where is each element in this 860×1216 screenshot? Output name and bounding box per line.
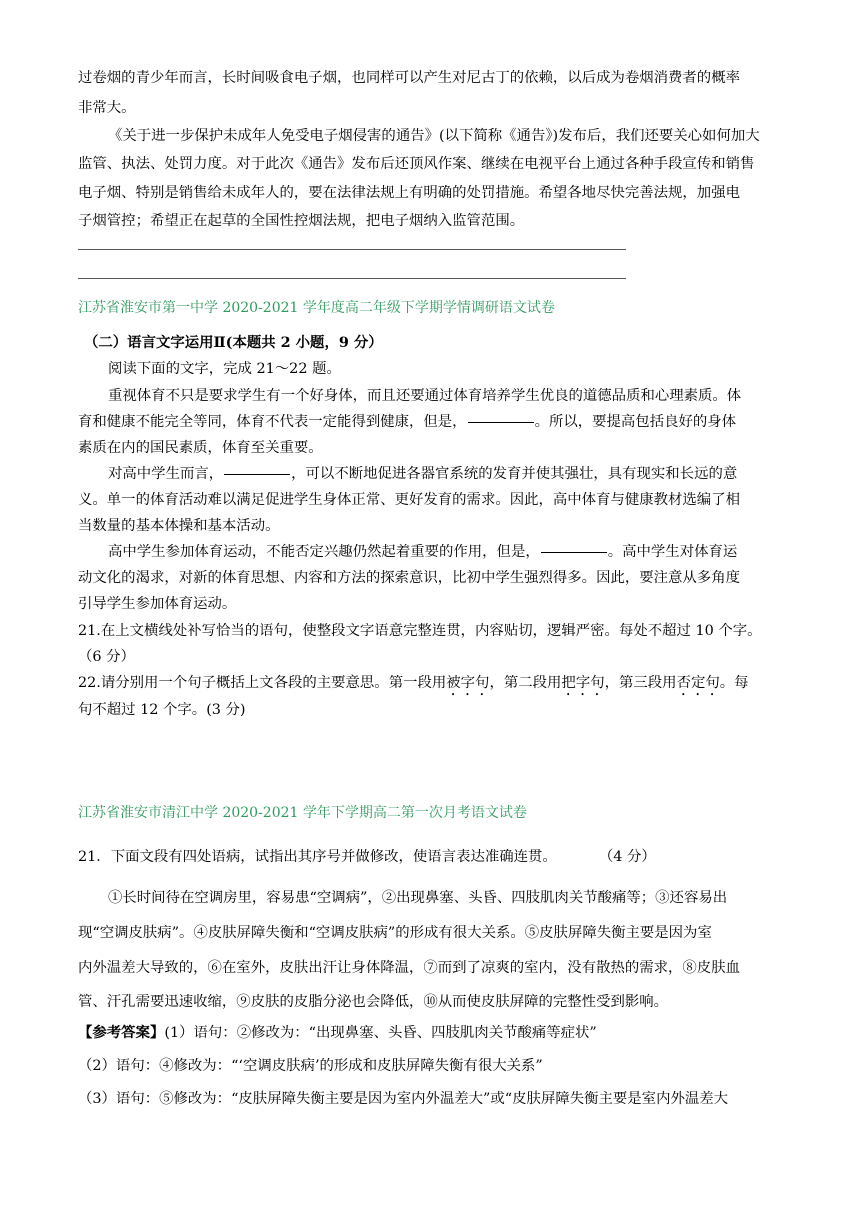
text-line: 素质在内的国民素质，体育至关重要。	[78, 440, 323, 456]
text-line: 子烟管控；希望正在起草的全国性控烟法规，把电子烟纳入监管范围。	[78, 213, 525, 229]
question-21-score: （6 分）	[78, 649, 135, 665]
text-line: 动文化的渴求，对新的体育思想、内容和方法的探索意识，比初中学生强烈得多。因此，要注意从多角度	[78, 570, 740, 586]
text-segment: ，可以不断地促进各器官系统的发育并使其强壮，具有现实和长远的意	[291, 466, 738, 482]
text-line: 当数量的基本体操和基本活动。	[78, 518, 280, 534]
text-line: 非常大。	[78, 100, 136, 116]
answer-line	[78, 249, 626, 250]
text-segment: ，第三段用	[604, 675, 677, 691]
answer-line	[78, 278, 626, 279]
question-text: 21．下面文段有四处语病，试指出其序号并做修改，使语言表达准确连贯。	[78, 849, 557, 865]
text-line: 重视体育不只是要求学生有一个好身体，而且还要通过体育培养学生优良的道德品质和心理素质。体	[108, 388, 742, 404]
text-segment: ，第二段用	[489, 675, 562, 691]
instruction: 阅读下面的文字，完成 21～22 题。	[108, 361, 341, 377]
text-line: 内外温差大导致的，⑥在室外，皮肤出汗让身体降温，⑦而到了凉爽的室内，没有散热的需求，⑧皮肤血	[78, 960, 740, 976]
text-line: 现“空调皮肤病”。④皮肤屏障失衡和“空调皮肤病”的形成有很大关系。⑤皮肤屏障失衡主要是因为室	[78, 925, 712, 941]
text-segment: 高中学生参加体育运动，不能否定兴趣仍然起着重要的作用，但是，	[108, 544, 540, 560]
text-segment: 对高中学生而言，	[108, 466, 224, 482]
text-line: 义。单一的体育活动难以满足促进学生身体正常、更好发育的需求。因此，高中体育与健康教材选编了相	[78, 492, 740, 508]
answer-text: (1）语句：②修改为：“出现鼻塞、头昏、四肢肌肉关节酸痛等症状”	[164, 1025, 597, 1041]
question-score: （4 分）	[598, 849, 656, 865]
fill-blank	[468, 421, 534, 423]
source-title: 江苏省淮安市第一中学 2020-2021 学年度高二年级下学期学情调研语文试卷	[78, 300, 555, 316]
fill-blank	[541, 551, 607, 553]
emphasis-negative-sentence: 否定句	[676, 675, 720, 691]
text-segment: 育和健康不能完全等同，体育不代表一定能得到健康，但是，	[78, 414, 467, 430]
question-21	[0, 845, 860, 869]
text-segment: 。每	[719, 675, 749, 691]
text-line: ①长时间待在空调房里，容易患“空调病”，②出现鼻塞、头昏、四肢肌肉关节酸痛等；③还容易出	[108, 890, 728, 906]
source-title: 江苏省淮安市清江中学 2020-2021 学年下学期高二第一次月考语文试卷	[78, 805, 527, 821]
text-line: 监管、执法、处罚力度。对于此次《通告》发布后还顶风作案、继续在电视平台上通过各种手段宣传和销售	[78, 156, 755, 172]
text-line	[0, 540, 860, 564]
text-segment: 。高中学生对体育运	[607, 544, 738, 560]
fill-blank	[224, 473, 290, 475]
emphasis-ba-sentence: 把字句	[561, 675, 605, 691]
question-22-cont: 句不超过 12 个字。(3 分)	[78, 702, 246, 718]
answer-line: （2）语句：④修改为：“‘空调皮肤病’的形成和皮肤屏障失衡有很大关系”	[78, 1058, 543, 1074]
text-line	[0, 462, 860, 486]
question-22	[0, 671, 860, 699]
text-line: 管、汗孔需要迅速收缩，⑨皮肤的皮脂分泌也会降低，⑩从而使皮肤屏障的完整性受到影响。	[78, 994, 669, 1010]
text-line: 电子烟、特别是销售给未成年人的，要在法律法规上有明确的处罚措施。希望各地尽快完善法规，加强电	[78, 185, 740, 201]
answer-line	[0, 1021, 860, 1045]
text-line: 过卷烟的青少年而言，长时间吸食电子烟，也同样可以产生对尼古丁的依赖，以后成为卷烟消费者的概率	[78, 70, 740, 86]
text-line: 《关于进一步保护未成年人免受电子烟侵害的通告》(以下简称《通告》)发布后，我们还要关心如何加大	[108, 128, 760, 144]
text-line	[0, 410, 860, 434]
answer-label: 【参考答案】	[78, 1024, 165, 1041]
question-21: 21.在上文横线处补写恰当的语句，使整段文字语意完整连贯，内容贴切，逻辑严密。每处不超过 10 个字。	[78, 623, 762, 639]
section-heading: （二）语言文字运用Ⅱ(本题共 2 小题，9 分）	[84, 334, 383, 351]
text-segment: 22.请分别用一个句子概括上文各段的主要意思。第一段用	[78, 675, 447, 691]
text-segment: 。所以，要提高包括良好的身体	[534, 414, 737, 430]
text-line: 引导学生参加体育运动。	[78, 596, 237, 612]
emphasis-passive-sentence: 被字句	[446, 675, 490, 691]
answer-line: （3）语句：⑤修改为：“皮肤屏障失衡主要是因为室内外温差大”或“皮肤屏障失衡主要是室内外温差大	[78, 1091, 729, 1107]
